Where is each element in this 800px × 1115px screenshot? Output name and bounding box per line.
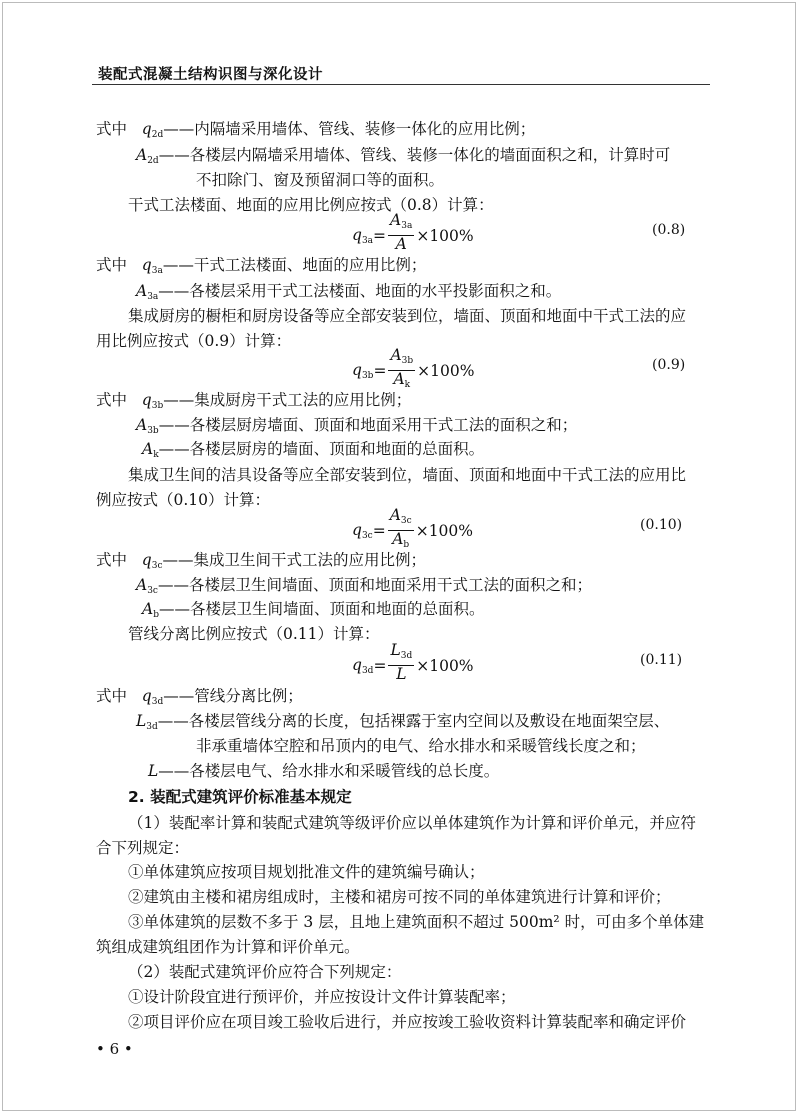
definition-row [142, 438, 484, 466]
symbol-A3c: $A_{3c}$ [136, 576, 158, 596]
dash: —— [158, 146, 190, 164]
dash: —— [162, 256, 194, 274]
paragraph-cont: 合下列规定： [96, 839, 190, 857]
definition-text: 各楼层厨房墙面、顶面和地面采用干式工法的面积之和； [189, 416, 578, 434]
fraction [388, 347, 415, 394]
paragraph-intro-0-8: 干式工法楼面、地面的应用比例应按式（0.8）计算： [128, 196, 494, 214]
fraction-numerator: $L_{3d}$ [388, 642, 414, 666]
definition-continuation: 非承重墙体空腔和吊顶内的电气、给水排水和采暖管线长度之和； [196, 737, 646, 755]
definition-text: 各楼层管线分离的长度，包括裸露于室内空间以及敷设在地面架空层、 [188, 712, 670, 730]
list-item: ②建筑由主楼和裙房组成时，主楼和裙房可按不同的单体建筑进行计算和评价； [128, 888, 671, 906]
symbol-q2d: $q_{2d}$ [141, 120, 164, 140]
symbol-A3b: $A_{3b}$ [136, 416, 159, 436]
dash: —— [158, 762, 190, 780]
list-item: ②项目评价应在项目竣工验收后进行，并应按竣工验收资料计算装配率和确定评价 [128, 1013, 687, 1031]
fraction-numerator: $A_{3c}$ [388, 507, 414, 531]
equation-0-10 [352, 507, 473, 554]
symbol-L3d: $L_{3d}$ [136, 712, 158, 732]
header-rule [92, 84, 710, 85]
equation-lhs: $q_{3b}$ [352, 360, 374, 381]
paragraph-intro-0-11: 管线分离比例应按式（0.11）计算： [128, 625, 380, 643]
dash: —— [158, 416, 190, 434]
dash: —— [158, 282, 190, 300]
definition-text: 集成厨房干式工法的应用比例； [194, 391, 412, 409]
definition-row [96, 118, 535, 146]
definition-row [96, 685, 303, 713]
times-100-percent: ×100% [416, 226, 474, 245]
times-100-percent: ×100% [416, 656, 474, 675]
definition-text: 各楼层卫生间墙面、顶面和地面采用干式工法的面积之和； [188, 576, 592, 594]
symbol-Ak: $A_k$ [142, 440, 159, 460]
shizhong-label: 式中 [96, 551, 128, 569]
shizhong-label: 式中 [96, 120, 128, 138]
definition-text: 集成卫生间干式工法的应用比例； [193, 551, 427, 569]
equals-sign: = [373, 226, 387, 245]
list-item: ③单体建筑的层数不多于 3 层，且地上建筑面积不超过 500m² 时，可由多个单体建 [128, 913, 705, 931]
section-heading: 2. 装配式建筑评价标准基本规定 [128, 788, 352, 806]
list-item-cont: 筑组成建筑组团作为计算和评价单元。 [96, 938, 360, 956]
definition-text: 干式工法楼面、地面的应用比例； [193, 256, 427, 274]
fraction [388, 212, 414, 259]
paragraph-intro-0-9: 集成厨房的橱柜和厨房设备等应全部安装到位，墙面、顶面和地面中干式工法的应 [128, 307, 687, 325]
dash: —— [163, 391, 195, 409]
equals-sign: = [373, 656, 387, 675]
equals-sign: = [373, 361, 387, 380]
fraction-denominator: L [396, 665, 407, 683]
fraction [388, 507, 414, 554]
symbol-L: L [148, 762, 159, 780]
equation-0-11 [352, 642, 474, 689]
times-100-percent: ×100% [415, 521, 474, 540]
equation-lhs: $q_{3c}$ [352, 520, 373, 541]
definition-row [96, 254, 426, 282]
list-item: ①设计阶段宜进行预评价，并应按设计文件计算装配率； [128, 988, 516, 1006]
list-item: ①单体建筑应按项目规划批准文件的建筑编号确认； [128, 863, 485, 881]
fraction-numerator: $A_{3a}$ [388, 212, 414, 236]
definition-text: 管线分离比例； [194, 687, 303, 705]
times-100-percent: ×100% [417, 361, 475, 380]
symbol-q3b: $q_{3b}$ [141, 391, 164, 411]
definition-text: 各楼层厨房的墙面、顶面和地面的总面积。 [189, 440, 485, 458]
definition-row [96, 549, 426, 577]
paragraph-intro-0-9-cont: 用比例应按式（0.9）计算： [96, 332, 292, 350]
definition-row [96, 389, 411, 417]
fraction-numerator: $A_{3b}$ [388, 347, 415, 371]
paragraph: （2）装配式建筑评价应符合下列规定： [128, 963, 402, 981]
fraction-denominator: $A_b$ [392, 530, 410, 550]
symbol-A3a: $A_{3a}$ [136, 282, 159, 302]
fraction-denominator: A [395, 235, 407, 253]
equation-0-8 [352, 212, 474, 259]
equation-number: (0.9) [652, 357, 686, 373]
definition-text: 各楼层卫生间墙面、顶面和地面的总面积。 [189, 600, 485, 618]
fraction [388, 642, 414, 689]
dash: —— [157, 576, 189, 594]
equation-lhs: $q_{3d}$ [352, 655, 374, 676]
equation-number: (0.11) [640, 652, 683, 668]
definition-row [136, 280, 561, 308]
definition-continuation: 不扣除门、窗及预留洞口等的面积。 [196, 171, 445, 189]
equation-number: (0.10) [640, 517, 683, 533]
definition-text: 内隔墙采用墙体、管线、装修一体化的应用比例； [194, 120, 536, 138]
paragraph: （1）装配率计算和装配式建筑等级评价应以单体建筑作为计算和评价单元，并应符 [128, 814, 696, 832]
dash: —— [162, 551, 194, 569]
shizhong-label: 式中 [96, 391, 128, 409]
paragraph-intro-0-10: 集成卫生间的洁具设备等应全部安装到位，墙面、顶面和地面中干式工法的应用比 [128, 466, 687, 484]
definition-text: 各楼层内隔墙采用墙体、管线、装修一体化的墙面面积之和，计算时可 [189, 146, 671, 164]
equation-number: (0.8) [652, 222, 686, 238]
definition-text: 各楼层采用干式工法楼面、地面的水平投影面积之和。 [189, 282, 562, 300]
paragraph-intro-0-10-cont: 例应按式（0.10）计算： [96, 491, 271, 509]
definition-row [136, 710, 669, 738]
dash: —— [158, 440, 190, 458]
fraction-denominator: $A_k$ [393, 370, 411, 390]
dash: —— [158, 600, 190, 618]
definition-row [142, 598, 484, 626]
dash: —— [163, 687, 195, 705]
shizhong-label: 式中 [96, 256, 128, 274]
symbol-q3a: $q_{3a}$ [141, 256, 163, 276]
page-number: • 6 • [96, 1040, 133, 1058]
symbol-Ab: $A_b$ [142, 600, 159, 620]
definition-text: 各楼层电气、给水排水和采暖管线的总长度。 [189, 762, 500, 780]
definition-row [148, 760, 499, 782]
running-header-title: 装配式混凝土结构识图与深化设计 [98, 67, 323, 83]
equals-sign: = [372, 521, 386, 540]
equation-0-9 [352, 347, 474, 394]
definition-row [136, 144, 670, 172]
symbol-q3d: $q_{3d}$ [141, 687, 164, 707]
shizhong-label: 式中 [96, 687, 128, 705]
dash: —— [163, 120, 195, 138]
dash: —— [157, 712, 189, 730]
symbol-q3c: $q_{3c}$ [141, 551, 163, 571]
equation-lhs: $q_{3a}$ [352, 225, 374, 246]
symbol-A2d: $A_{2d}$ [136, 146, 159, 166]
